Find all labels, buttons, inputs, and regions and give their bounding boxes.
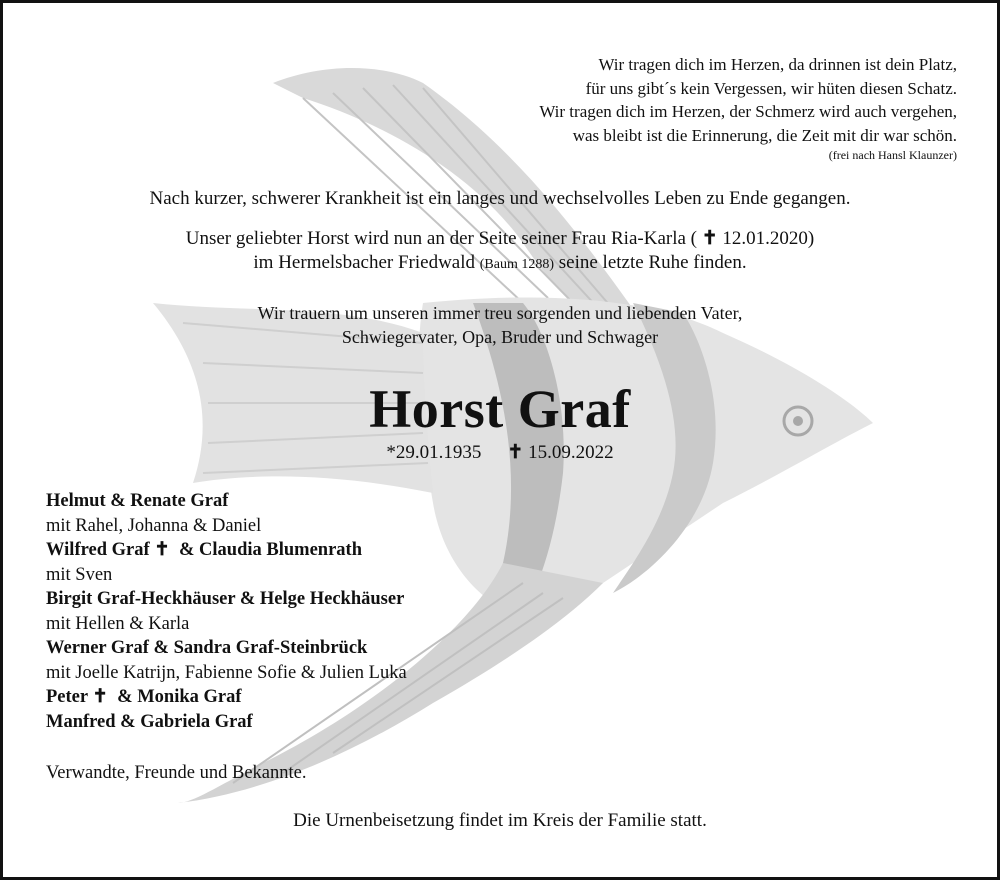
family-name: Peter	[46, 687, 93, 707]
life-dates	[3, 441, 997, 465]
partner-line-2	[3, 251, 997, 277]
family-line: Werner Graf & Sandra Graf-Steinbrück	[46, 638, 368, 658]
tree-number: (Baum 1288)	[479, 257, 555, 272]
family-line: mit Sven	[46, 564, 113, 585]
partner-line-1	[3, 227, 997, 251]
poem-credit: (frei nach Hansl Klaunzer)	[828, 148, 957, 162]
family-line: Helmut & Renate Graf	[46, 491, 229, 511]
family-list	[46, 489, 407, 734]
birth-date: *29.01.1935	[386, 442, 482, 463]
mourning-line-2: Schwiegervater, Opa, Bruder und Schwager	[341, 327, 659, 347]
closing-note: Die Urnenbeisetzung findet im Kreis der Familie statt.	[293, 810, 707, 831]
relatives-line: Verwandte, Freunde und Bekannte.	[46, 763, 307, 783]
cross-icon: ✝	[507, 442, 524, 463]
family-name: Wilfred Graf	[46, 540, 155, 560]
family-line: Manfred & Gabriela Graf	[46, 711, 253, 732]
family-line	[46, 538, 407, 563]
family-name: & Monika Graf	[107, 687, 242, 707]
poem-line-1: Wir tragen dich im Herzen, da drinnen ist dein Platz,	[598, 55, 957, 74]
family-line: Birgit Graf-Heckhäuser & Helge Heckhäuser	[46, 589, 405, 609]
cross-icon: ✝	[154, 540, 170, 560]
cross-icon: ✝	[92, 687, 108, 707]
family-line: mit Rahel, Johanna & Daniel	[46, 515, 262, 536]
intro-text: Nach kurzer, schwerer Krankheit ist ein langes und wechselvolles Leben zu Ende gegangen.	[149, 188, 851, 209]
partner-death-date: 12.01.2020)	[717, 228, 815, 249]
family-line: mit Hellen & Karla	[46, 613, 190, 634]
family-name: & Claudia Blumenrath	[169, 540, 362, 560]
poem-line-4: was bleibt ist die Erinnerung, die Zeit mit dir war schön.	[572, 125, 957, 145]
partner-line-2-end: seine letzte Ruhe finden.	[554, 252, 747, 273]
cross-icon: ✝	[701, 228, 718, 249]
family-line: mit Joelle Katrijn, Fabienne Sofie & Julien Luka	[46, 662, 407, 683]
family-line	[46, 685, 407, 710]
poem-line-2: für uns gibt´s kein Vergessen, wir hüten diesen Schatz.	[585, 78, 957, 98]
mourning-line-1: Wir trauern um unseren immer treu sorgenden und liebenden Vater,	[257, 303, 743, 323]
partner-line-1-text: Unser geliebter Horst wird nun an der Seite seiner Frau Ria-Karla (	[185, 228, 702, 249]
poem	[539, 53, 957, 163]
partner-line-2-text: im Hermelsbacher Friedwald	[253, 252, 480, 273]
mourning-paragraph	[3, 301, 997, 349]
poem-line-3: Wir tragen dich im Herzen, der Schmerz wird auch vergehen,	[539, 102, 957, 121]
partner-paragraph	[3, 227, 997, 277]
deceased-name: Horst Graf	[369, 379, 631, 439]
death-date: 15.09.2022	[528, 442, 614, 463]
